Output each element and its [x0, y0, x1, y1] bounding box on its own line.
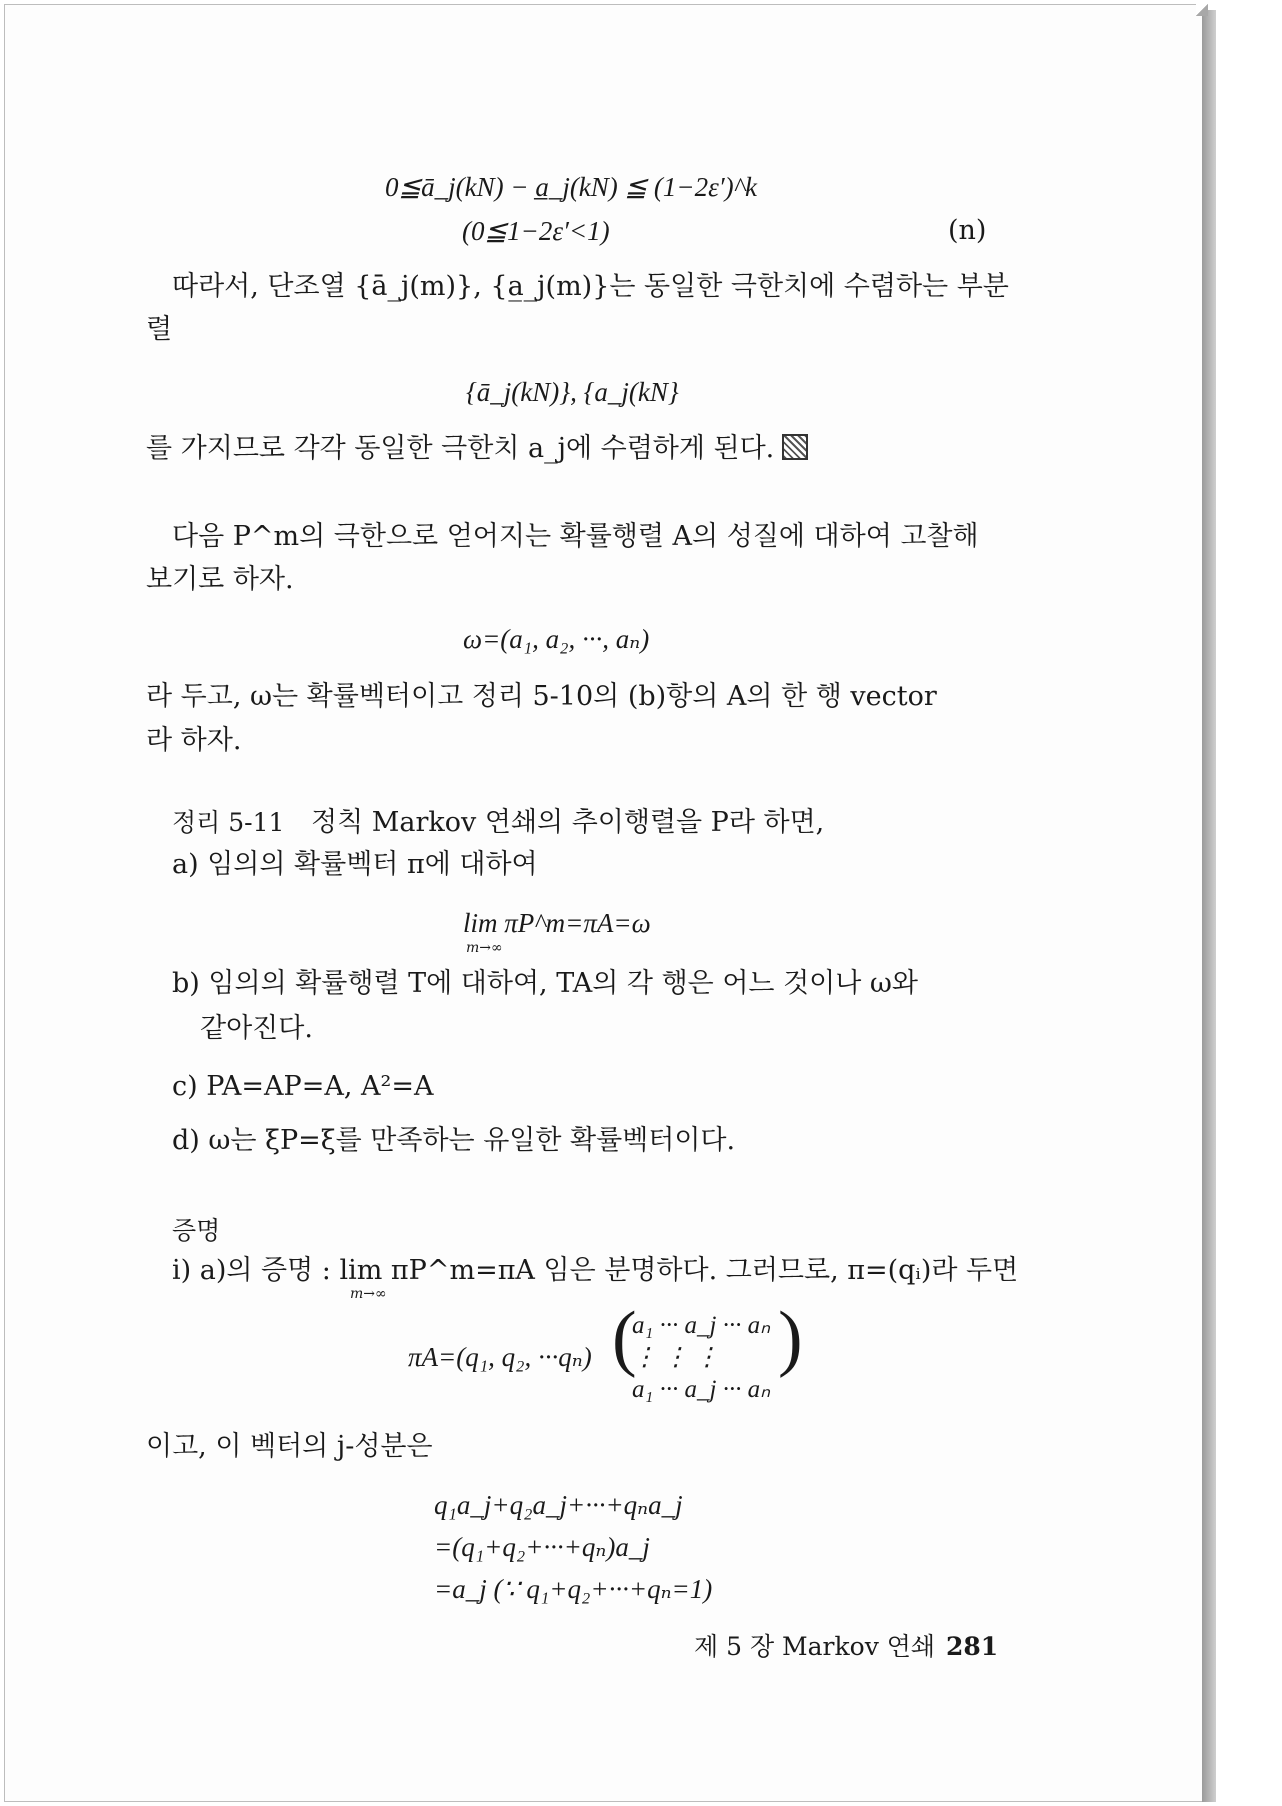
- theorem-item-b-line-2: 같아진다.: [200, 1013, 313, 1044]
- theorem-item-a: a) 임의의 확률벡터 π에 대하여: [172, 849, 538, 880]
- equation-1-condition: (0≦1−2ε′<1): [462, 216, 610, 246]
- theorem-item-b-line-1: b) 임의의 확률행렬 T에 대하여, TA의 각 행은 어느 것이나 ω와: [172, 968, 919, 999]
- paragraph-1-line-1: 따라서, 단조열 {ā_j(m)}, {a̲_j(m)}는 동일한 극한치에 수렴하는 부분: [172, 271, 1009, 302]
- equation-1: 0≦ā_j(kN) − a̲_j(kN) ≦ (1−2ε′)^k: [385, 172, 758, 202]
- theorem-title: 정리 5-11: [172, 808, 285, 837]
- equation-6-line-2: =(q₁+q₂+···+qₙ)a_j: [434, 1532, 650, 1562]
- qed-icon: [782, 434, 808, 460]
- page-number: 281: [946, 1632, 999, 1661]
- equation-6-line-1: q₁a_j+q₂a_j+···+qₙa_j: [434, 1490, 683, 1520]
- theorem-item-c: c) PA=AP=A, A²=A: [172, 1071, 434, 1102]
- matrix-right-paren: ): [778, 1297, 803, 1379]
- paragraph-4-line-1: 라 두고, ω는 확률벡터이고 정리 5-10의 (b)항의 A의 한 행 vector: [146, 681, 937, 712]
- equation-4-limit-subscript: m→∞: [466, 940, 503, 956]
- theorem-heading: [172, 806, 824, 840]
- matrix-row-3: a₁ ··· a_j ··· aₙ: [632, 1376, 771, 1403]
- matrix-left-paren: (: [612, 1297, 637, 1379]
- running-footer: 제 5 장 Markov 연쇄: [694, 1632, 936, 1661]
- equation-6-line-3: =a_j (∵ q₁+q₂+···+qₙ=1): [434, 1574, 713, 1604]
- equation-2: {ā_j(kN)}, {a_j(kN}: [466, 377, 679, 407]
- page-shadow: [1202, 10, 1216, 1802]
- equation-3: ω=(a₁, a₂, ···, aₙ): [463, 624, 650, 654]
- paragraph-5: 이고, 이 벡터의 j-성분은: [146, 1431, 433, 1462]
- paragraph-1-line-2: 렬: [146, 314, 173, 345]
- paragraph-3-line-2: 보기로 하자.: [146, 564, 294, 595]
- theorem-statement: 정칙 Markov 연쇄의 추이행렬을 P라 하면,: [311, 807, 825, 838]
- proof-step-i: i) a)의 증명 : lim πP^m=πA 임은 분명하다. 그러므로, π=(qᵢ)라 두면: [172, 1255, 1019, 1286]
- proof-title: 증명: [172, 1216, 221, 1245]
- proof-step-i-limit-subscript: m→∞: [350, 1286, 387, 1302]
- paragraph-3-line-1: 다음 P^m의 극한으로 얻어지는 확률행렬 A의 성질에 대하여 고찰해: [172, 521, 979, 552]
- equation-label-n: (n): [948, 215, 987, 246]
- paragraph-4-line-2: 라 하자.: [146, 725, 242, 756]
- equation-4: lim πP^m=πA=ω: [463, 908, 651, 938]
- equation-5-left: πA=(q₁, q₂, ···qₙ): [408, 1342, 592, 1372]
- page-corner: [1196, 4, 1208, 16]
- theorem-item-d: d) ω는 ξP=ξ를 만족하는 유일한 확률벡터이다.: [172, 1125, 736, 1156]
- matrix-row-2: ⋮ ⋮ ⋮: [632, 1344, 720, 1371]
- paragraph-2: [146, 432, 808, 466]
- paragraph-2-text: 를 가지므로 각각 동일한 극한치 a_j에 수렴하게 된다.: [146, 433, 775, 464]
- matrix-row-1: a₁ ··· a_j ··· aₙ: [632, 1312, 771, 1339]
